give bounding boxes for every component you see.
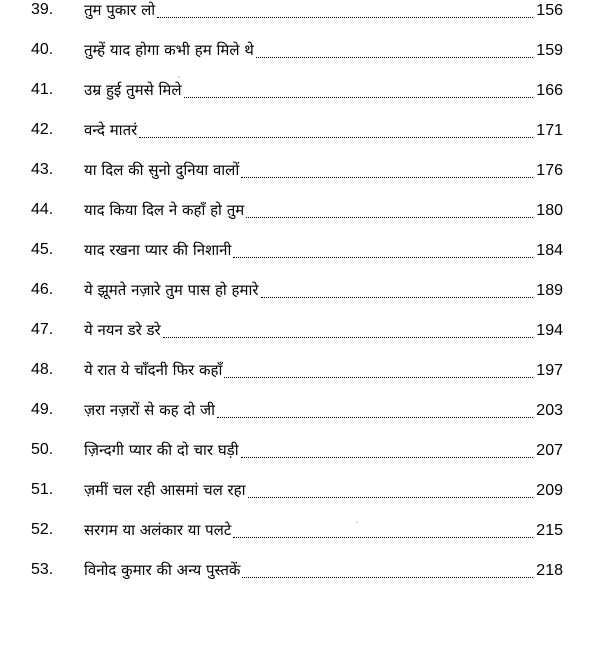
entry-page-number: 218 [536,562,563,579]
entry-title: वन्दे मातरं [84,121,138,139]
entry-number: 39. [31,1,54,18]
entry-page-number: 166 [536,82,563,99]
entry-number: 41. [31,81,54,98]
entry-line [84,280,563,302]
entry-title: ये नयन डरे डरे [84,321,161,339]
toc-entry [0,110,600,150]
scan-speck [356,521,358,523]
dot-leader [242,563,533,578]
entry-line [84,440,563,462]
dot-leader [163,323,534,338]
dot-leader [233,523,533,538]
dot-leader [256,43,533,58]
dot-leader [241,443,534,458]
toc-entry [0,470,600,510]
entry-number: 42. [31,121,54,138]
entry-number: 44. [31,201,54,218]
dot-leader [224,363,533,378]
entry-title: याद रखना प्यार की निशानी [84,241,232,259]
entry-title: ये रात ये चाँदनी फिर कहाँ [84,361,223,379]
entry-title: तुम्हें याद होगा कभी हम मिले थे [84,41,254,59]
toc-entry [0,310,600,350]
entry-number: 49. [31,401,54,418]
entry-page-number: 156 [536,2,563,19]
entry-page-number: 197 [536,362,563,379]
toc-entry [0,350,600,390]
entry-line [84,80,563,102]
entry-number: 43. [31,161,54,178]
entry-line [84,480,563,502]
entry-title: ज़रा नज़रों से कह दो जी [84,401,215,419]
entry-number: 47. [31,321,54,338]
entry-number: 52. [31,521,54,538]
dot-leader [246,203,533,218]
entry-line [84,360,563,382]
toc-entry [0,230,600,270]
dot-leader [217,403,533,418]
toc-entry [0,510,600,550]
toc-entry [0,390,600,430]
dot-leader [184,83,534,98]
entry-title: या दिल की सुनो दुनिया वालों [84,161,240,179]
entry-page-number: 215 [536,522,563,539]
entry-number: 48. [31,361,54,378]
entry-number: 40. [31,41,54,58]
dot-leader [233,243,533,258]
entry-page-number: 189 [536,282,563,299]
toc-entry [0,270,600,310]
toc-entry [0,190,600,230]
entry-title: विनोद कुमार की अन्य पुस्तकें [84,561,241,579]
toc-entry [0,430,600,470]
entry-title: उम्र हुई तुमसे मिले [84,81,182,99]
entry-line [84,560,563,582]
toc-entry [0,150,600,190]
entry-line [84,520,563,542]
toc-entry [0,30,600,70]
entry-number: 53. [31,561,54,578]
toc-entry [0,0,600,30]
entry-number: 46. [31,281,54,298]
entry-page-number: 207 [536,442,563,459]
entry-title: तुम पुकार लो [84,1,156,19]
dot-leader [261,283,534,298]
entry-page-number: 203 [536,402,563,419]
entry-page-number: 171 [536,122,563,139]
entry-line [84,40,563,62]
dot-leader [139,123,533,138]
dot-leader [241,163,533,178]
entry-number: 51. [31,481,54,498]
entry-title: ज़िन्दगी प्यार की दो चार घड़ी [84,441,239,459]
scan-speck [178,76,180,78]
entry-line [84,120,563,142]
entry-line [84,0,563,22]
toc-entry [0,70,600,110]
entry-line [84,400,563,422]
entry-page-number: 159 [536,42,563,59]
entry-number: 45. [31,241,54,258]
toc-entry [0,550,600,590]
entry-title: ये झूमते नज़ारे तुम पास हो हमारे [84,281,259,299]
entry-line [84,240,563,262]
entry-page-number: 176 [536,162,563,179]
entry-line [84,320,563,342]
entry-page-number: 184 [536,242,563,259]
entry-title: सरगम या अलंकार या पलटे [84,521,232,539]
entry-page-number: 180 [536,202,563,219]
entry-title: याद किया दिल ने कहाँ हो तुम [84,201,245,219]
entry-title: ज़मीं चल रही आसमां चल रहा [84,481,246,499]
entry-line [84,200,563,222]
entry-number: 50. [31,441,54,458]
dot-leader [157,3,533,18]
dot-leader [248,483,534,498]
entry-page-number: 209 [536,482,563,499]
entry-page-number: 194 [536,322,563,339]
entry-line [84,160,563,182]
